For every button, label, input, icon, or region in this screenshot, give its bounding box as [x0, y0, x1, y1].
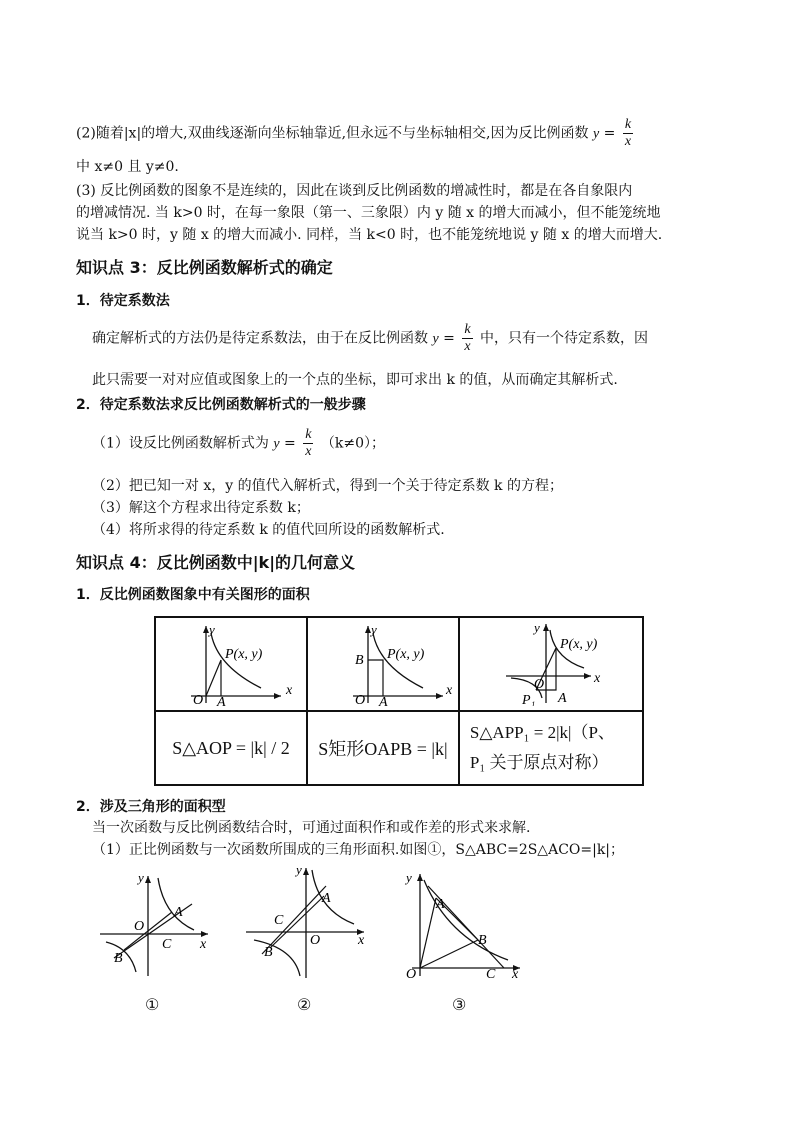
- para-3-line-2: 的增减情况. 当 k>0 时，在每一象限（第一、三象限）内 y 随 x 的增大而减小，但不能笼统地: [76, 205, 661, 221]
- formula-eq: =: [284, 435, 296, 452]
- section-4-sub-2: 2．涉及三角形的面积型: [76, 799, 226, 815]
- point-p-label: P(x, y): [559, 637, 598, 652]
- para-3-line-3: 说当 k>0 时，y 随 x 的增大而减小. 同样，当 k<0 时，也不能笼统地说 y 随 x 的增大而增大.: [76, 227, 663, 243]
- step-3: （3）解这个方程求出待定系数 k；: [92, 500, 310, 516]
- fraction-k-over-x: [462, 322, 472, 355]
- formula-area-app1-line1: S△APP₁ = 2|k|（P、: [469, 723, 615, 742]
- graph-cell-1: [155, 617, 307, 711]
- point-a-label: A: [216, 695, 226, 706]
- section-4-para-3: （1）正比例函数与一次函数所围成的三角形面积.如图①，S△ABC=2S△ACO=|k|；: [92, 842, 625, 858]
- x-axis-label: x: [445, 683, 453, 698]
- fraction-num: k: [305, 427, 312, 442]
- fig1-x-label: x: [200, 937, 207, 952]
- fig2-x-label: x: [358, 933, 365, 948]
- graph-triangle-aop: [161, 618, 301, 706]
- fig1-o-label: O: [134, 919, 145, 934]
- para-2-text: [76, 117, 636, 150]
- formula-cell-1: [155, 711, 307, 785]
- figure-1-label: ①: [145, 995, 160, 1014]
- para-2-continued: 中 x≠0 且 y≠0.: [76, 159, 179, 175]
- point-p-label: P(x, y): [224, 647, 263, 662]
- y-axis-label: y: [208, 622, 215, 637]
- fraction-num: k: [624, 117, 632, 132]
- fraction-den: x: [464, 339, 471, 354]
- para-3-line-1: (3) 反比例函数的图象不是连续的，因此在谈到反比例函数的增减性时，都是在各自象限内: [76, 183, 633, 199]
- para-2-main: (2)随着|x|的增大,双曲线逐渐向坐标轴靠近,但永远不与坐标轴相交,因为反比例函数: [76, 125, 589, 142]
- fig1-y-label: y: [138, 870, 144, 885]
- figure-3: [398, 868, 528, 980]
- graph-cell-3: [459, 617, 643, 711]
- step1-b: （k≠0）；: [320, 435, 386, 452]
- para1-a: 确定解析式的方法仍是待定系数法，由于在反比例函数: [92, 330, 428, 347]
- figure-2-label: ②: [297, 995, 312, 1014]
- fraction-k-over-x: [303, 427, 313, 460]
- formula-eq: =: [443, 330, 455, 347]
- formula-y: y: [273, 436, 280, 452]
- point-p-label: P(x, y): [386, 647, 425, 662]
- fraction-num: k: [464, 322, 471, 337]
- figure-2: [242, 862, 372, 982]
- fig3-x-label: x: [512, 967, 519, 980]
- section-3-sub-1: 1．待定系数法: [76, 293, 170, 309]
- fraction-den: x: [624, 134, 632, 149]
- formula-cell-2: [307, 711, 459, 785]
- x-axis-label: x: [285, 683, 293, 698]
- formula-cell-3: [459, 711, 643, 785]
- graph-rectangle-oapb: [313, 618, 453, 706]
- para1-b: 中，只有一个待定系数，因: [479, 330, 648, 347]
- y-axis-label: y: [533, 620, 540, 635]
- fig3-b-label: B: [478, 933, 487, 948]
- step-1: [92, 427, 385, 460]
- point-b-label: B: [354, 653, 364, 668]
- step1-a: （1）设反比例函数解析式为: [92, 435, 269, 452]
- section-3-para-1: [92, 322, 648, 355]
- x-axis-label: x: [593, 671, 601, 686]
- fig2-y-label: y: [296, 862, 302, 877]
- section-3-para-1-c: 此只需要一对对应值或图象上的一个点的坐标，即可求出 k 的值，从而确定其解析式.: [92, 372, 618, 388]
- fraction-k-over-x: [623, 117, 633, 150]
- step-4: （4）将所求得的待定系数 k 的值代回所设的函数解析式.: [92, 522, 445, 538]
- fig3-y-label: y: [406, 870, 412, 885]
- formula-y: y: [432, 331, 439, 347]
- fig2-a-label: A: [322, 891, 331, 906]
- fig2-o-label: O: [310, 933, 321, 948]
- formula-area-aop: S△AOP = |k| / 2: [172, 737, 290, 758]
- fraction-den: x: [305, 444, 312, 459]
- figure-3-label: ③: [452, 995, 467, 1014]
- fig3-a-label: A: [436, 897, 445, 912]
- formula-y: y: [592, 126, 600, 142]
- fig1-a-label: A: [174, 905, 183, 920]
- step-2: （2）把已知一对 x，y 的值代入解析式，得到一个关于待定系数 k 的方程；: [92, 478, 563, 494]
- y-axis-label: y: [370, 622, 377, 637]
- formula-area-app1-line2: P₁ 关于原点对称）: [469, 753, 609, 772]
- fig2-c-label: C: [274, 913, 284, 928]
- origin-label: O: [354, 693, 366, 706]
- point-p1-label: P₁: [521, 693, 536, 706]
- fig2-b-label: B: [264, 945, 273, 960]
- point-a-label: A: [378, 695, 388, 706]
- section-3-title: 知识点 3：反比例函数解析式的确定: [76, 258, 333, 277]
- area-table: [154, 616, 644, 786]
- section-4-para-2: 当一次函数与反比例函数结合时，可通过面积作和或作差的形式来求解.: [92, 820, 531, 836]
- section-4-title: 知识点 4：反比例函数中|k|的几何意义: [76, 553, 356, 572]
- origin-label: O: [533, 677, 545, 692]
- formula-eq: =: [603, 125, 616, 142]
- figure-1: [96, 868, 216, 978]
- point-a-label: A: [557, 691, 567, 706]
- fig1-c-label: C: [162, 937, 172, 952]
- fig1-b-label: B: [114, 951, 123, 966]
- formula-area-rect: S矩形OAPB = |k|: [318, 739, 448, 759]
- section-4-sub-1: 1．反比例函数图象中有关图形的面积: [76, 587, 310, 603]
- fig3-c-label: C: [486, 967, 496, 980]
- graph-triangle-app1: [466, 618, 636, 706]
- fig3-o-label: O: [406, 967, 417, 980]
- graph-cell-2: [307, 617, 459, 711]
- origin-label: O: [192, 693, 204, 706]
- section-3-sub-2: 2．待定系数法求反比例函数解析式的一般步骤: [76, 397, 366, 413]
